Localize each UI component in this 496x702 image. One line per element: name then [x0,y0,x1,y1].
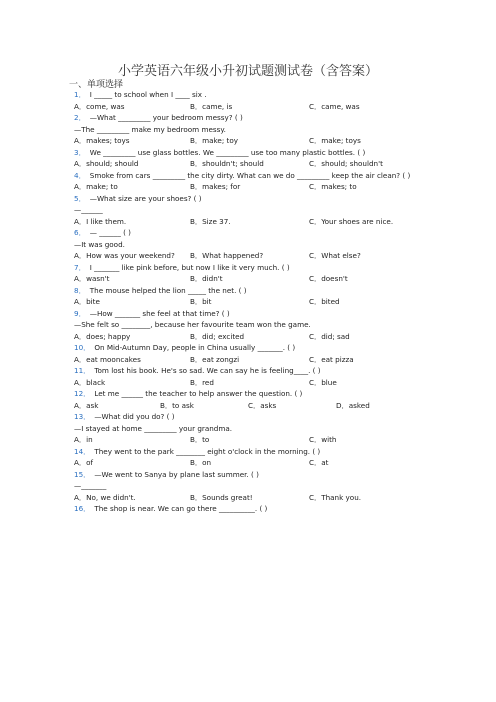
answer-option[interactable]: B．to ask [160,400,194,410]
answer-option[interactable]: C．did; sad [309,331,350,341]
answer-option[interactable]: B．What happened? [190,251,264,260]
question-number: 6． [74,228,86,237]
question-dialogue-line: —The _________ make my bedroom messy. [74,124,226,134]
page-title: 小学英语六年级小升初试题测试卷（含答案） [117,64,378,79]
question-3 [74,148,365,157]
answer-option[interactable]: A．eat mooncakes [74,354,141,364]
answer-option[interactable]: A．makes; toys [74,136,130,145]
answer-option[interactable]: A．I like them. [74,216,127,226]
answer-option[interactable]: B．came, is [190,101,233,111]
answer-option[interactable]: A．make; to [74,182,118,191]
question-text: —What size are your shoes? ( ) [89,193,202,203]
question-number: 16． [74,504,91,513]
question-text: They went to the park ________ eight o'clock in the morning. ( ) [94,446,321,456]
question-12 [74,389,302,398]
answer-option[interactable]: B．Size 37. [190,216,231,226]
answer-option[interactable]: C．bited [309,297,340,306]
question-dialogue-line: —She felt so ________, because her favourite team won the game. [74,320,311,329]
question-9 [74,309,230,318]
question-5 [74,194,202,203]
question-dialogue-line: —______ [74,205,103,214]
answer-option[interactable]: B．did; excited [190,331,245,341]
question-text: The shop is near. We can go there __________. ( ) [94,504,268,513]
question-text: —What _________ your bedroom messy? ( ) [89,113,243,122]
answer-option[interactable]: C．with [309,435,337,444]
question-6 [74,228,131,237]
answer-option[interactable]: B．red [190,377,214,387]
question-number: 2． [74,113,86,122]
answer-option[interactable]: C．makes; to [309,182,357,191]
answer-option[interactable]: B．eat zongzi [190,354,240,364]
answer-option[interactable]: B．didn't [190,274,223,283]
answer-option[interactable]: C．asks [248,400,277,410]
answer-option[interactable]: B．bit [190,297,212,306]
answer-option[interactable]: C．Thank you. [309,492,362,502]
answer-option[interactable]: A．in [74,435,93,444]
question-text: On Mid-Autumn Day, people in China usually _______. ( ) [94,343,296,352]
question-text: The mouse helped the lion _____ the net. ( ) [89,285,247,295]
answer-option[interactable]: A．does; happy [74,331,131,341]
question-number: 15． [74,469,91,479]
question-number: 5． [74,193,86,203]
answer-option[interactable]: C．blue [309,377,337,387]
question-number: 13． [74,412,91,421]
question-1 [74,90,207,99]
answer-option[interactable]: C．make; toys [309,136,361,145]
question-text: Let me ______ the teacher to help answer the question. ( ) [94,389,303,398]
answer-option[interactable]: B．Sounds great! [190,492,253,502]
question-dialogue-line: —_______ [74,481,107,490]
section-heading: 一、单项选择 [69,80,124,90]
question-2 [74,113,243,122]
question-text: — ______ ( ) [89,228,131,237]
answer-option[interactable]: A．come, was [74,101,125,111]
question-dialogue-line: —I stayed at home _________ your grandma. [74,423,233,433]
answer-option[interactable]: A．ask [74,400,99,410]
question-15 [74,470,259,479]
question-10 [74,343,295,352]
answer-option[interactable]: C．eat pizza [309,354,354,364]
answer-option[interactable]: A．should; should [74,159,139,168]
answer-option[interactable]: A．No, we didn't. [74,492,136,502]
question-11 [74,366,321,375]
question-14 [74,447,320,456]
question-text: We _________ use glass bottles. We _________ use too many plastic bottles. ( ) [89,147,366,157]
answer-option[interactable]: B．makes; for [190,182,241,191]
question-text: I _______ like pink before, but now I like it very much. ( ) [89,262,290,272]
question-number: 4． [74,170,86,180]
answer-option[interactable]: C．at [309,458,329,467]
question-4 [74,171,410,180]
question-16 [74,504,267,513]
answer-option[interactable]: B．shouldn't; should [190,159,264,168]
question-text: I _____ to school when I ____ six . [89,90,207,99]
question-13 [74,412,175,421]
question-text: Smoke from cars _________ the city dirty. What can we do _________ keep the air clean? ( ) [89,170,411,180]
question-text: —What did you do? ( ) [94,412,175,421]
answer-option[interactable]: C．What else? [309,251,361,260]
question-text: —How _______ she feel at that time? ( ) [89,308,230,318]
answer-option[interactable]: D．asked [336,400,370,410]
question-number: 11． [74,366,91,375]
question-number: 9． [74,308,86,318]
question-text: —We went to Sanya by plane last summer. ( ) [94,469,259,479]
answer-option[interactable]: B．to [190,435,210,444]
question-dialogue-line: —It was good. [74,239,125,249]
question-8 [74,286,247,295]
question-number: 7． [74,262,86,272]
answer-option[interactable]: B．on [190,458,212,467]
answer-option[interactable]: C．should; shouldn't [309,159,383,168]
answer-option[interactable]: A．bite [74,297,100,306]
question-number: 8． [74,285,86,295]
question-number: 14． [74,446,91,456]
answer-option[interactable]: A．of [74,458,94,467]
answer-option[interactable]: A．wasn't [74,274,110,283]
answer-option[interactable]: C．Your shoes are nice. [309,216,394,226]
answer-option[interactable]: A．black [74,377,106,387]
question-number: 1． [74,90,86,99]
answer-option[interactable]: C．doesn't [309,274,348,283]
answer-option[interactable]: C．came, was [309,101,360,111]
question-number: 3． [74,147,86,157]
answer-option[interactable]: A．How was your weekend? [74,251,175,260]
question-7 [74,263,290,272]
answer-option[interactable]: B．make; toy [190,136,239,145]
question-number: 12． [74,389,91,398]
question-text: Tom lost his book. He's so sad. We can say he is feeling____. ( ) [94,366,321,375]
question-number: 10． [74,343,91,352]
